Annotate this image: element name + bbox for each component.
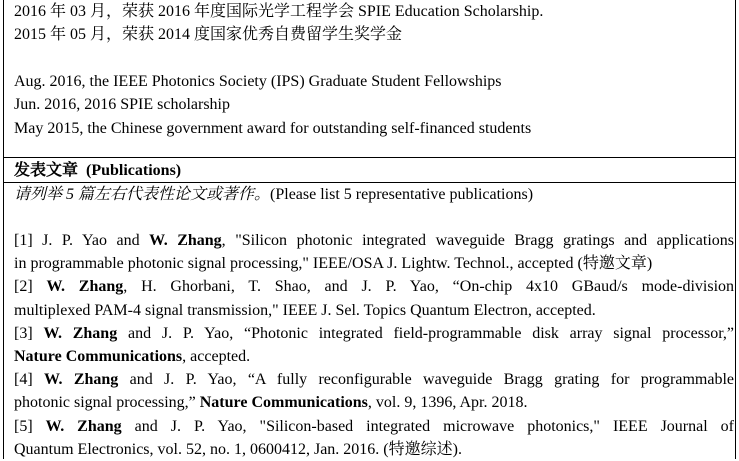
- publications-header-zh: 发表文章: [14, 162, 79, 179]
- publication-4-line-1: [14, 368, 734, 391]
- award-zh-2: 2015 年 05 月，荣获 2014 度国家优秀自费留学生奖学金: [14, 26, 403, 44]
- publication-4-journal-bold: Nature Communications: [199, 394, 368, 412]
- award-en-1: Aug. 2016, the IEEE Photonics Society (IPS) Graduate Student Fellowships: [14, 72, 502, 90]
- publication-item-2: [14, 275, 734, 321]
- publication-1-title: , "Silicon photonic integrated waveguide Bragg gratings and applications: [221, 232, 734, 249]
- publication-3-line-1: [14, 322, 734, 345]
- awards-section: [14, 0, 734, 140]
- instruction-en: (Please list 5 representative publications): [270, 186, 534, 203]
- award-zh-1: 2016 年 03 月，荣获 2016 年度国际光学工程学会 SPIE Education Scholarship.: [14, 3, 544, 20]
- publication-item-3: [14, 322, 734, 368]
- publication-5-title: and J. P. Yao, "Silicon-based integrated microwave photonics," IEEE Journal of: [121, 417, 735, 435]
- publication-1-prefix: [1] J. P. Yao and: [14, 232, 150, 249]
- publication-2-prefix: [2]: [14, 278, 47, 296]
- publication-2-author-bold: W. Zhang: [46, 278, 124, 296]
- publication-4-citation: , vol. 9, 1396, Apr. 2018.: [367, 394, 528, 412]
- publication-3-title: and J. P. Yao, “Photonic integrated field-programmable disk array signal processor,”: [117, 324, 735, 342]
- publication-4-title: and J. P. Yao, “A fully reconfigurable waveguide Bragg grating for programmable: [118, 371, 735, 389]
- publication-item-5: [14, 415, 734, 461]
- publication-4-line-2: [14, 391, 734, 414]
- publication-5-line-1: [14, 415, 734, 438]
- spacer: [14, 47, 734, 70]
- publication-1-line-2: in programmable photonic signal processing," IEEE/OSA J. Lightw. Technol., accepted (特邀文章): [14, 255, 653, 273]
- publication-5-prefix: [5]: [14, 417, 46, 435]
- publication-3-author-bold: W. Zhang: [43, 324, 118, 342]
- document-table-frame: [3, 0, 736, 459]
- publication-5-line-2: Quantum Electronics, vol. 52, no. 1, 0600412, Jan. 2016. (特邀综述).: [14, 440, 462, 458]
- publication-item-4: [14, 368, 734, 414]
- publications-header: [14, 160, 181, 182]
- award-en-2: Jun. 2016, 2016 SPIE scholarship: [14, 96, 230, 114]
- instruction-zh: 请列举 5 篇左右代表性论文或著作。: [14, 186, 271, 203]
- publication-item-1: [14, 229, 734, 275]
- publication-3-status: , accepted.: [182, 348, 251, 366]
- publication-3-prefix: [3]: [14, 324, 44, 342]
- publication-4-author-bold: W. Zhang: [43, 371, 119, 389]
- publications-header-en: (Publications): [86, 162, 182, 179]
- publication-5-author-bold: W. Zhang: [45, 417, 122, 435]
- award-en-3: May 2015, the Chinese government award for outstanding self-financed students: [14, 119, 532, 137]
- publication-4-prefix: [4]: [14, 371, 44, 389]
- publication-2-title: , H. Ghorbani, T. Shao, and J. P. Yao, “On-chip 4x10 GBaud/s mode-division: [123, 278, 735, 296]
- publication-3-journal-bold: Nature Communications: [14, 348, 183, 366]
- section-divider: [4, 157, 735, 158]
- publications-list: [14, 229, 734, 461]
- publication-1-line-1: [14, 229, 734, 252]
- publications-instruction: [14, 183, 533, 206]
- publication-3-line-2: [14, 345, 734, 368]
- publication-1-author-bold: W. Zhang: [149, 232, 222, 249]
- publication-4-title-end: photonic signal processing,”: [14, 394, 200, 412]
- publication-2-line-1: [14, 275, 734, 298]
- publication-2-line-2: multiplexed PAM-4 signal transmission," IEEE J. Sel. Topics Quantum Electron, accepted.: [14, 301, 596, 319]
